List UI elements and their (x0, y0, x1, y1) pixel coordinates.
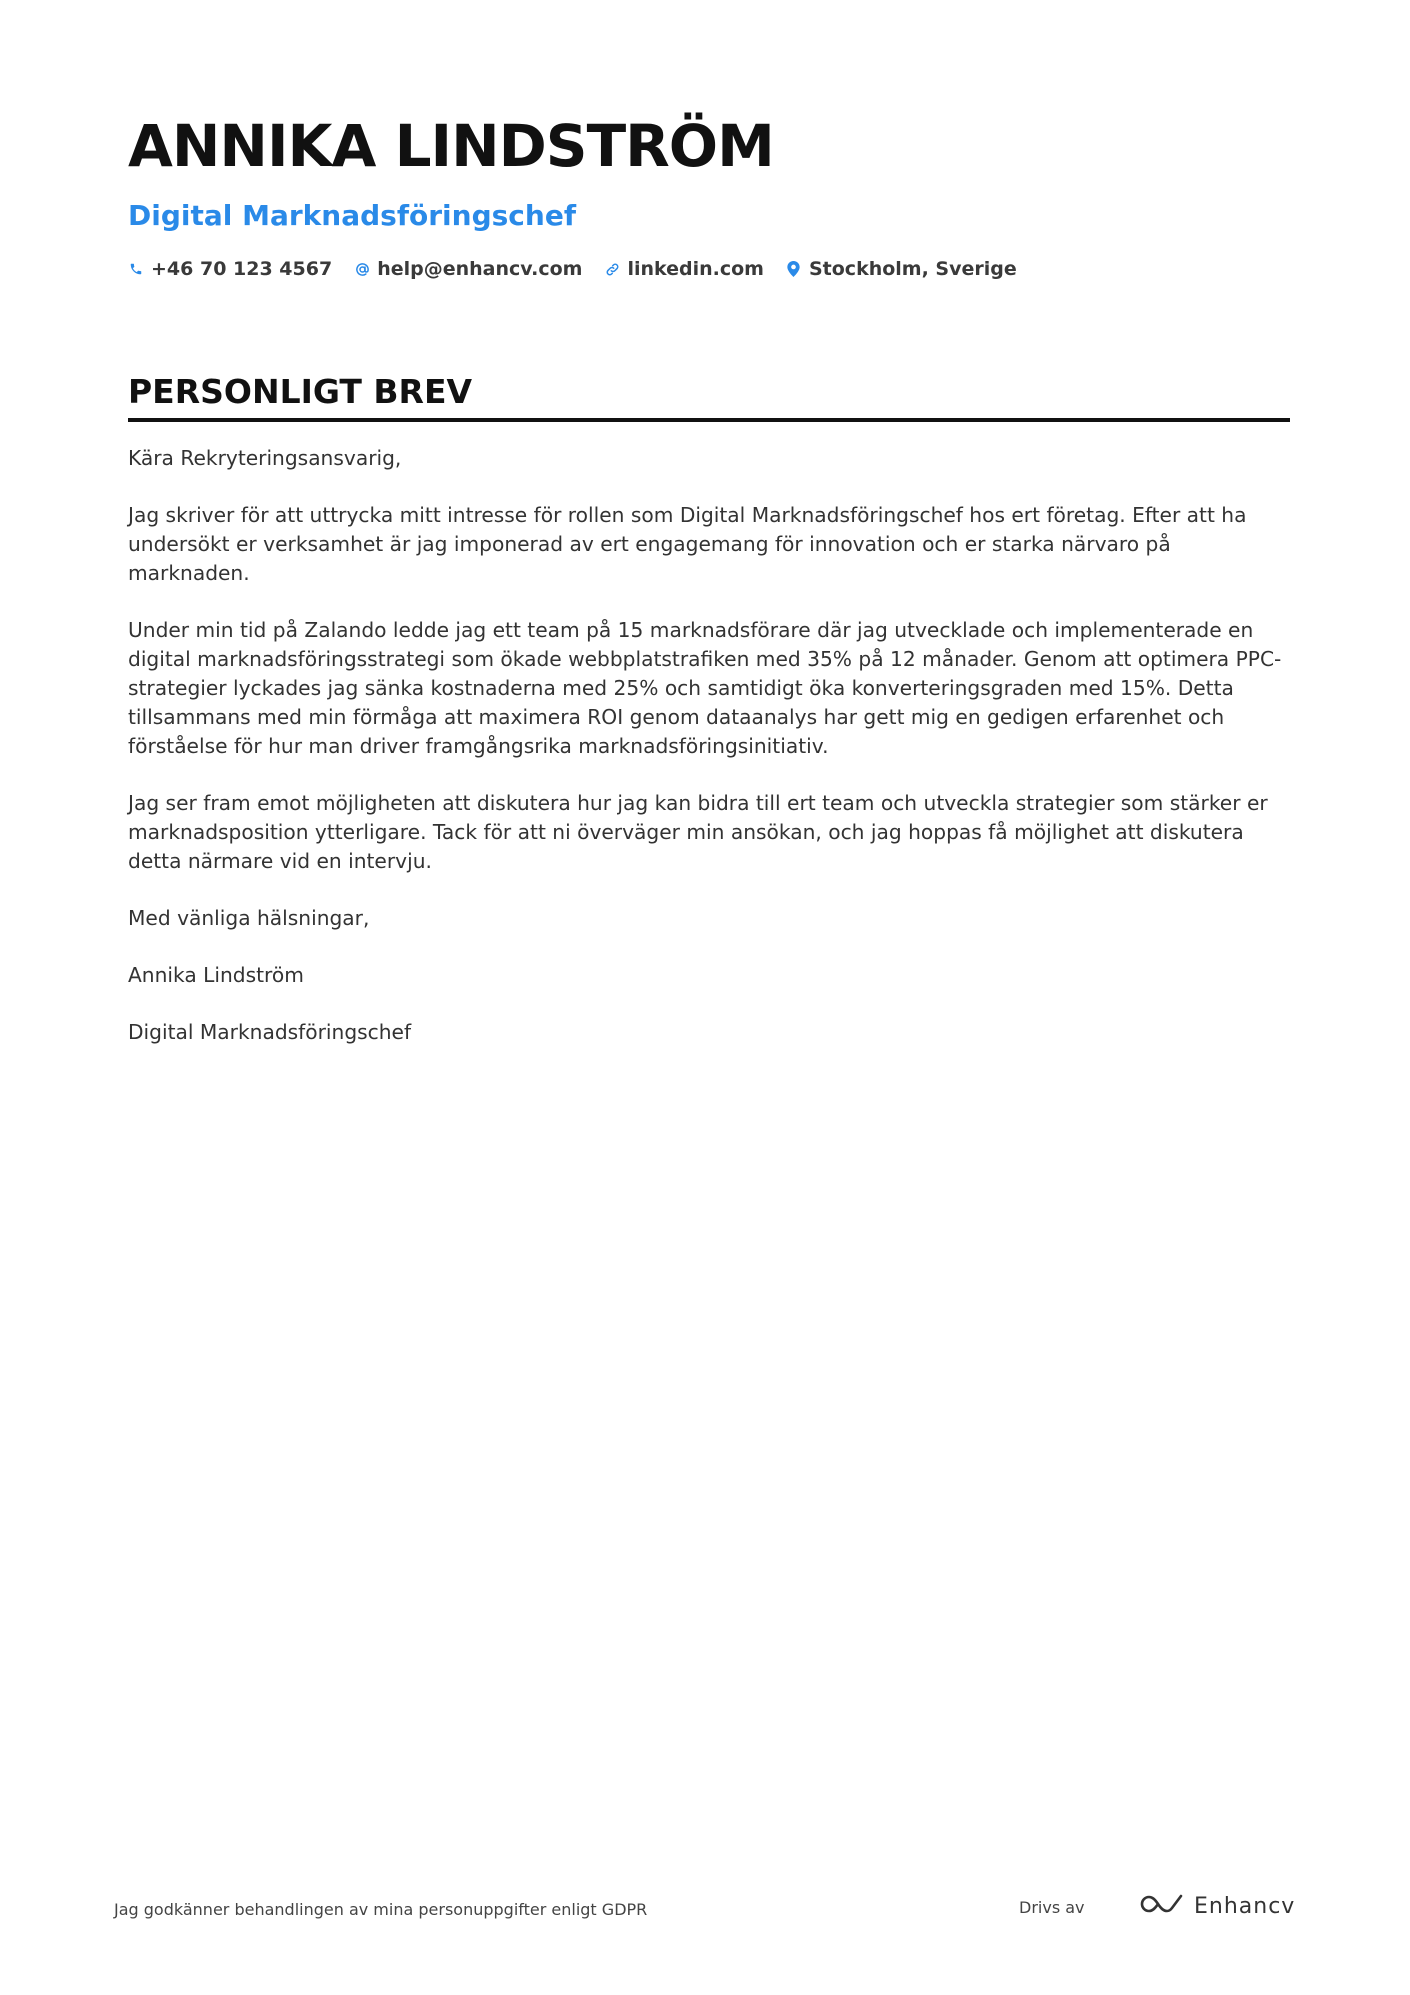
contact-email-text: help@enhancv.com (377, 258, 583, 280)
cover-letter-page (128, 110, 1290, 1075)
letter-signature-title: Digital Marknadsföringschef (128, 1020, 412, 1044)
letter-paragraph-2: Under min tid på Zalando ledde jag ett team på 15 marknadsförare där jag utvecklade och implementerade en digital marknadsföringsstrategi som ökade webbplatstrafiken med 35% på 12 månader. Genom att optimera PPC-strategier lyckades jag sänka kostnaderna med 25% och samtidigt öka konverteringsgraden med 15%. Detta tillsammans med min förmåga att maximera ROI genom dataanalys har gett mig en gedigen erfarenhet och förståelse för hur man driver framgångsrika marknadsföringsinitiativ. (128, 618, 1282, 758)
phone-icon (128, 260, 144, 278)
applicant-job-title: Digital Marknadsföringschef (128, 199, 576, 232)
enhancv-logo[interactable] (1138, 1890, 1295, 1922)
gdpr-consent-text: Jag godkänner behandlingen av mina personuppgifter enligt GDPR (114, 1900, 648, 1919)
contact-location-text: Stockholm, Sverige (808, 258, 1017, 280)
enhancv-brand-text: Enhancv (1194, 1893, 1296, 1919)
letter-salutation: Kära Rekryteringsansvarig, (128, 446, 402, 470)
at-icon (354, 260, 370, 278)
contact-phone-text: +46 70 123 4567 (151, 258, 333, 280)
location-pin-icon (786, 260, 802, 278)
letter-paragraph-3: Jag ser fram emot möjligheten att diskutera hur jag kan bidra till ert team och utveckla strategier som stärker er marknadsposition ytterligare. Tack för att ni överväger min ansökan, och jag hoppas få möjlighet att diskutera detta närmare vid en intervju. (128, 791, 1268, 873)
enhancv-logo-icon (1138, 1892, 1184, 1921)
letter-body (128, 444, 1290, 1047)
letter-paragraph-1: Jag skriver för att uttrycka mitt intresse för rollen som Digital Marknadsföringschef hos ert företag. Efter att ha undersökt er verksamhet är jag imponerad av ert engagemang för innovation och er starka närvaro på marknaden. (128, 503, 1247, 585)
contact-phone (128, 258, 332, 280)
contact-email[interactable] (354, 258, 582, 280)
section-divider (128, 418, 1290, 422)
footer (114, 1890, 1296, 1930)
powered-by-label: Drivs av (1019, 1898, 1085, 1917)
contact-row (128, 254, 1290, 284)
applicant-name: ANNIKA LINDSTRÖM (128, 112, 774, 180)
contact-linkedin[interactable] (604, 258, 764, 280)
link-icon (604, 260, 620, 278)
contact-location (786, 258, 1017, 280)
letter-closing: Med vänliga hälsningar, (128, 906, 370, 930)
contact-linkedin-text: linkedin.com (627, 258, 764, 280)
section-title: PERSONLIGT BREV (128, 372, 473, 411)
letter-signature-name: Annika Lindström (128, 963, 304, 987)
